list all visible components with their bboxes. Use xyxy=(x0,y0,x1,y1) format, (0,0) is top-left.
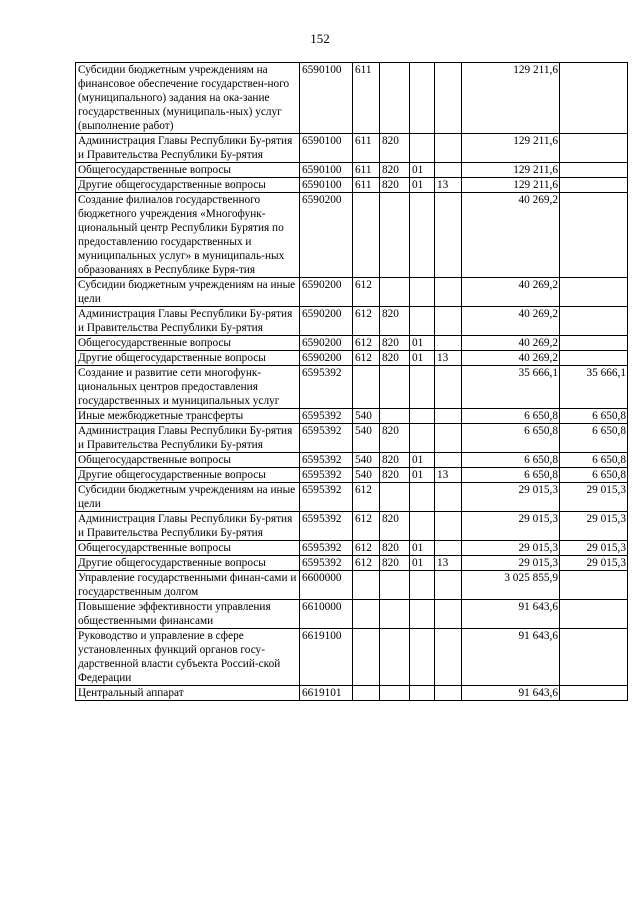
target-article-code-cell: 6619100 xyxy=(300,629,353,686)
ministry-code-cell xyxy=(380,366,410,409)
table-row xyxy=(76,483,628,512)
section-code-cell: 01 xyxy=(410,453,435,468)
amount-cell: 40 269,2 xyxy=(462,278,560,307)
table-row xyxy=(76,453,628,468)
amount-cell: 29 015,3 xyxy=(462,483,560,512)
table-row xyxy=(76,686,628,701)
federal-amount-cell xyxy=(560,307,628,336)
expense-type-code-cell: 612 xyxy=(353,556,380,571)
ministry-code-cell: 820 xyxy=(380,336,410,351)
amount-cell: 6 650,8 xyxy=(462,409,560,424)
amount-cell: 91 643,6 xyxy=(462,629,560,686)
section-code-cell xyxy=(410,366,435,409)
target-article-code-cell: 6595392 xyxy=(300,512,353,541)
federal-amount-cell xyxy=(560,629,628,686)
expense-type-code-cell: 612 xyxy=(353,512,380,541)
section-code-cell xyxy=(410,278,435,307)
expense-type-code-cell: 540 xyxy=(353,453,380,468)
table-row xyxy=(76,278,628,307)
federal-amount-cell: 29 015,3 xyxy=(560,483,628,512)
table-row xyxy=(76,163,628,178)
ministry-code-cell xyxy=(380,278,410,307)
ministry-code-cell xyxy=(380,483,410,512)
subsection-code-cell xyxy=(435,629,462,686)
expense-type-code-cell: 540 xyxy=(353,424,380,453)
expense-type-code-cell: 611 xyxy=(353,63,380,134)
section-code-cell xyxy=(410,409,435,424)
amount-cell: 29 015,3 xyxy=(462,541,560,556)
amount-cell: 129 211,6 xyxy=(462,163,560,178)
section-code-cell xyxy=(410,424,435,453)
row-name-cell: Управление государственными финан-сами и государственным долгом xyxy=(76,571,300,600)
subsection-code-cell xyxy=(435,63,462,134)
table-row xyxy=(76,307,628,336)
budget-table xyxy=(75,62,628,701)
subsection-code-cell xyxy=(435,193,462,278)
table-row xyxy=(76,336,628,351)
expense-type-code-cell xyxy=(353,193,380,278)
table-row xyxy=(76,468,628,483)
subsection-code-cell xyxy=(435,512,462,541)
row-name-cell: Общегосударственные вопросы xyxy=(76,163,300,178)
table-row xyxy=(76,134,628,163)
row-name-cell: Создание и развитие сети многофунк-циональных центров предоставления государственных и муниципальных услуг xyxy=(76,366,300,409)
ministry-code-cell xyxy=(380,571,410,600)
ministry-code-cell: 820 xyxy=(380,556,410,571)
ministry-code-cell: 820 xyxy=(380,351,410,366)
subsection-code-cell: 13 xyxy=(435,178,462,193)
amount-cell: 35 666,1 xyxy=(462,366,560,409)
expense-type-code-cell: 612 xyxy=(353,541,380,556)
expense-type-code-cell: 612 xyxy=(353,336,380,351)
ministry-code-cell: 820 xyxy=(380,512,410,541)
table-row xyxy=(76,541,628,556)
target-article-code-cell: 6595392 xyxy=(300,453,353,468)
amount-cell: 29 015,3 xyxy=(462,556,560,571)
section-code-cell: 01 xyxy=(410,163,435,178)
target-article-code-cell: 6610000 xyxy=(300,600,353,629)
section-code-cell: 01 xyxy=(410,178,435,193)
target-article-code-cell: 6595392 xyxy=(300,468,353,483)
subsection-code-cell xyxy=(435,163,462,178)
table-row xyxy=(76,351,628,366)
section-code-cell: 01 xyxy=(410,468,435,483)
ministry-code-cell xyxy=(380,600,410,629)
federal-amount-cell xyxy=(560,278,628,307)
table-row xyxy=(76,178,628,193)
ministry-code-cell: 820 xyxy=(380,178,410,193)
row-name-cell: Общегосударственные вопросы xyxy=(76,541,300,556)
expense-type-code-cell xyxy=(353,366,380,409)
subsection-code-cell xyxy=(435,600,462,629)
row-name-cell: Субсидии бюджетным учреждениям на иные цели xyxy=(76,483,300,512)
section-code-cell xyxy=(410,600,435,629)
target-article-code-cell: 6590100 xyxy=(300,163,353,178)
target-article-code-cell: 6590200 xyxy=(300,351,353,366)
section-code-cell xyxy=(410,686,435,701)
target-article-code-cell: 6590100 xyxy=(300,63,353,134)
table-row xyxy=(76,629,628,686)
expense-type-code-cell xyxy=(353,686,380,701)
budget-table-body xyxy=(76,63,628,701)
row-name-cell: Администрация Главы Республики Бу-рятия и Правительства Республики Бу-рятия xyxy=(76,134,300,163)
table-row xyxy=(76,409,628,424)
amount-cell: 40 269,2 xyxy=(462,193,560,278)
amount-cell: 6 650,8 xyxy=(462,468,560,483)
target-article-code-cell: 6600000 xyxy=(300,571,353,600)
federal-amount-cell xyxy=(560,571,628,600)
expense-type-code-cell: 612 xyxy=(353,278,380,307)
subsection-code-cell xyxy=(435,366,462,409)
federal-amount-cell: 6 650,8 xyxy=(560,409,628,424)
ministry-code-cell: 820 xyxy=(380,468,410,483)
expense-type-code-cell: 612 xyxy=(353,351,380,366)
amount-cell: 40 269,2 xyxy=(462,307,560,336)
section-code-cell xyxy=(410,63,435,134)
federal-amount-cell xyxy=(560,63,628,134)
section-code-cell: 01 xyxy=(410,541,435,556)
target-article-code-cell: 6619101 xyxy=(300,686,353,701)
row-name-cell: Центральный аппарат xyxy=(76,686,300,701)
federal-amount-cell: 6 650,8 xyxy=(560,453,628,468)
subsection-code-cell xyxy=(435,278,462,307)
section-code-cell: 01 xyxy=(410,351,435,366)
target-article-code-cell: 6595392 xyxy=(300,366,353,409)
federal-amount-cell: 29 015,3 xyxy=(560,556,628,571)
ministry-code-cell xyxy=(380,63,410,134)
ministry-code-cell: 820 xyxy=(380,134,410,163)
ministry-code-cell xyxy=(380,629,410,686)
federal-amount-cell xyxy=(560,351,628,366)
section-code-cell xyxy=(410,629,435,686)
federal-amount-cell xyxy=(560,134,628,163)
subsection-code-cell xyxy=(435,483,462,512)
amount-cell: 129 211,6 xyxy=(462,178,560,193)
row-name-cell: Общегосударственные вопросы xyxy=(76,453,300,468)
row-name-cell: Другие общегосударственные вопросы xyxy=(76,178,300,193)
target-article-code-cell: 6590200 xyxy=(300,336,353,351)
federal-amount-cell: 6 650,8 xyxy=(560,468,628,483)
subsection-code-cell xyxy=(435,686,462,701)
subsection-code-cell xyxy=(435,336,462,351)
federal-amount-cell xyxy=(560,163,628,178)
expense-type-code-cell: 612 xyxy=(353,307,380,336)
row-name-cell: Другие общегосударственные вопросы xyxy=(76,556,300,571)
ministry-code-cell: 820 xyxy=(380,541,410,556)
row-name-cell: Другие общегосударственные вопросы xyxy=(76,468,300,483)
table-row xyxy=(76,424,628,453)
subsection-code-cell xyxy=(435,134,462,163)
amount-cell: 91 643,6 xyxy=(462,600,560,629)
amount-cell: 40 269,2 xyxy=(462,336,560,351)
ministry-code-cell: 820 xyxy=(380,424,410,453)
section-code-cell xyxy=(410,571,435,600)
ministry-code-cell: 820 xyxy=(380,163,410,178)
row-name-cell: Администрация Главы Республики Бу-рятия и Правительства Республики Бу-рятия xyxy=(76,424,300,453)
subsection-code-cell: 13 xyxy=(435,556,462,571)
row-name-cell: Руководство и управление в сфере установленных функций органов госу-дарственной власти субъекта Россий-ской Федерации xyxy=(76,629,300,686)
row-name-cell: Повышение эффективности управления общественными финансами xyxy=(76,600,300,629)
table-row xyxy=(76,571,628,600)
subsection-code-cell xyxy=(435,541,462,556)
target-article-code-cell: 6590100 xyxy=(300,134,353,163)
target-article-code-cell: 6595392 xyxy=(300,483,353,512)
target-article-code-cell: 6595392 xyxy=(300,409,353,424)
ministry-code-cell xyxy=(380,409,410,424)
table-row xyxy=(76,63,628,134)
row-name-cell: Администрация Главы Республики Бу-рятия и Правительства Республики Бу-рятия xyxy=(76,307,300,336)
federal-amount-cell xyxy=(560,178,628,193)
section-code-cell: 01 xyxy=(410,336,435,351)
ministry-code-cell xyxy=(380,686,410,701)
amount-cell: 40 269,2 xyxy=(462,351,560,366)
subsection-code-cell xyxy=(435,571,462,600)
target-article-code-cell: 6595392 xyxy=(300,424,353,453)
expense-type-code-cell: 611 xyxy=(353,178,380,193)
row-name-cell: Субсидии бюджетным учреждениям на иные цели xyxy=(76,278,300,307)
subsection-code-cell: 13 xyxy=(435,468,462,483)
section-code-cell xyxy=(410,307,435,336)
section-code-cell xyxy=(410,193,435,278)
target-article-code-cell: 6590200 xyxy=(300,278,353,307)
target-article-code-cell: 6590200 xyxy=(300,307,353,336)
expense-type-code-cell: 611 xyxy=(353,134,380,163)
federal-amount-cell xyxy=(560,193,628,278)
expense-type-code-cell xyxy=(353,600,380,629)
section-code-cell xyxy=(410,483,435,512)
ministry-code-cell: 820 xyxy=(380,453,410,468)
table-row xyxy=(76,600,628,629)
row-name-cell: Иные межбюджетные трансферты xyxy=(76,409,300,424)
target-article-code-cell: 6590100 xyxy=(300,178,353,193)
target-article-code-cell: 6595392 xyxy=(300,541,353,556)
amount-cell: 91 643,6 xyxy=(462,686,560,701)
subsection-code-cell xyxy=(435,307,462,336)
amount-cell: 129 211,6 xyxy=(462,134,560,163)
federal-amount-cell: 29 015,3 xyxy=(560,512,628,541)
amount-cell: 29 015,3 xyxy=(462,512,560,541)
table-row xyxy=(76,366,628,409)
row-name-cell: Администрация Главы Республики Бу-рятия и Правительства Республики Бу-рятия xyxy=(76,512,300,541)
ministry-code-cell xyxy=(380,193,410,278)
subsection-code-cell xyxy=(435,453,462,468)
expense-type-code-cell: 540 xyxy=(353,468,380,483)
target-article-code-cell: 6595392 xyxy=(300,556,353,571)
row-name-cell: Субсидии бюджетным учреждениям на финансовое обеспечение государствен-ного (муниципального) задания на ока-зание государственных (муниципаль-ных) услуг (выполнение работ) xyxy=(76,63,300,134)
row-name-cell: Общегосударственные вопросы xyxy=(76,336,300,351)
expense-type-code-cell: 612 xyxy=(353,483,380,512)
section-code-cell: 01 xyxy=(410,556,435,571)
row-name-cell: Другие общегосударственные вопросы xyxy=(76,351,300,366)
federal-amount-cell: 29 015,3 xyxy=(560,541,628,556)
expense-type-code-cell: 611 xyxy=(353,163,380,178)
amount-cell: 6 650,8 xyxy=(462,424,560,453)
federal-amount-cell: 6 650,8 xyxy=(560,424,628,453)
federal-amount-cell xyxy=(560,336,628,351)
section-code-cell xyxy=(410,512,435,541)
section-code-cell xyxy=(410,134,435,163)
federal-amount-cell xyxy=(560,600,628,629)
table-row xyxy=(76,193,628,278)
expense-type-code-cell: 540 xyxy=(353,409,380,424)
table-row xyxy=(76,556,628,571)
federal-amount-cell: 35 666,1 xyxy=(560,366,628,409)
target-article-code-cell: 6590200 xyxy=(300,193,353,278)
subsection-code-cell xyxy=(435,424,462,453)
ministry-code-cell: 820 xyxy=(380,307,410,336)
page-number: 152 xyxy=(310,31,330,46)
subsection-code-cell xyxy=(435,409,462,424)
amount-cell: 129 211,6 xyxy=(462,63,560,134)
federal-amount-cell xyxy=(560,686,628,701)
expense-type-code-cell xyxy=(353,629,380,686)
subsection-code-cell: 13 xyxy=(435,351,462,366)
expense-type-code-cell xyxy=(353,571,380,600)
table-row xyxy=(76,512,628,541)
amount-cell: 6 650,8 xyxy=(462,453,560,468)
row-name-cell: Создание филиалов государственного бюджетного учреждения «Многофунк-циональный центр Республики Бурятия по предоставлению государственных и муниципальных услуг» в муниципаль-ных образованиях в Республике Буря-тия xyxy=(76,193,300,278)
amount-cell: 3 025 855,9 xyxy=(462,571,560,600)
